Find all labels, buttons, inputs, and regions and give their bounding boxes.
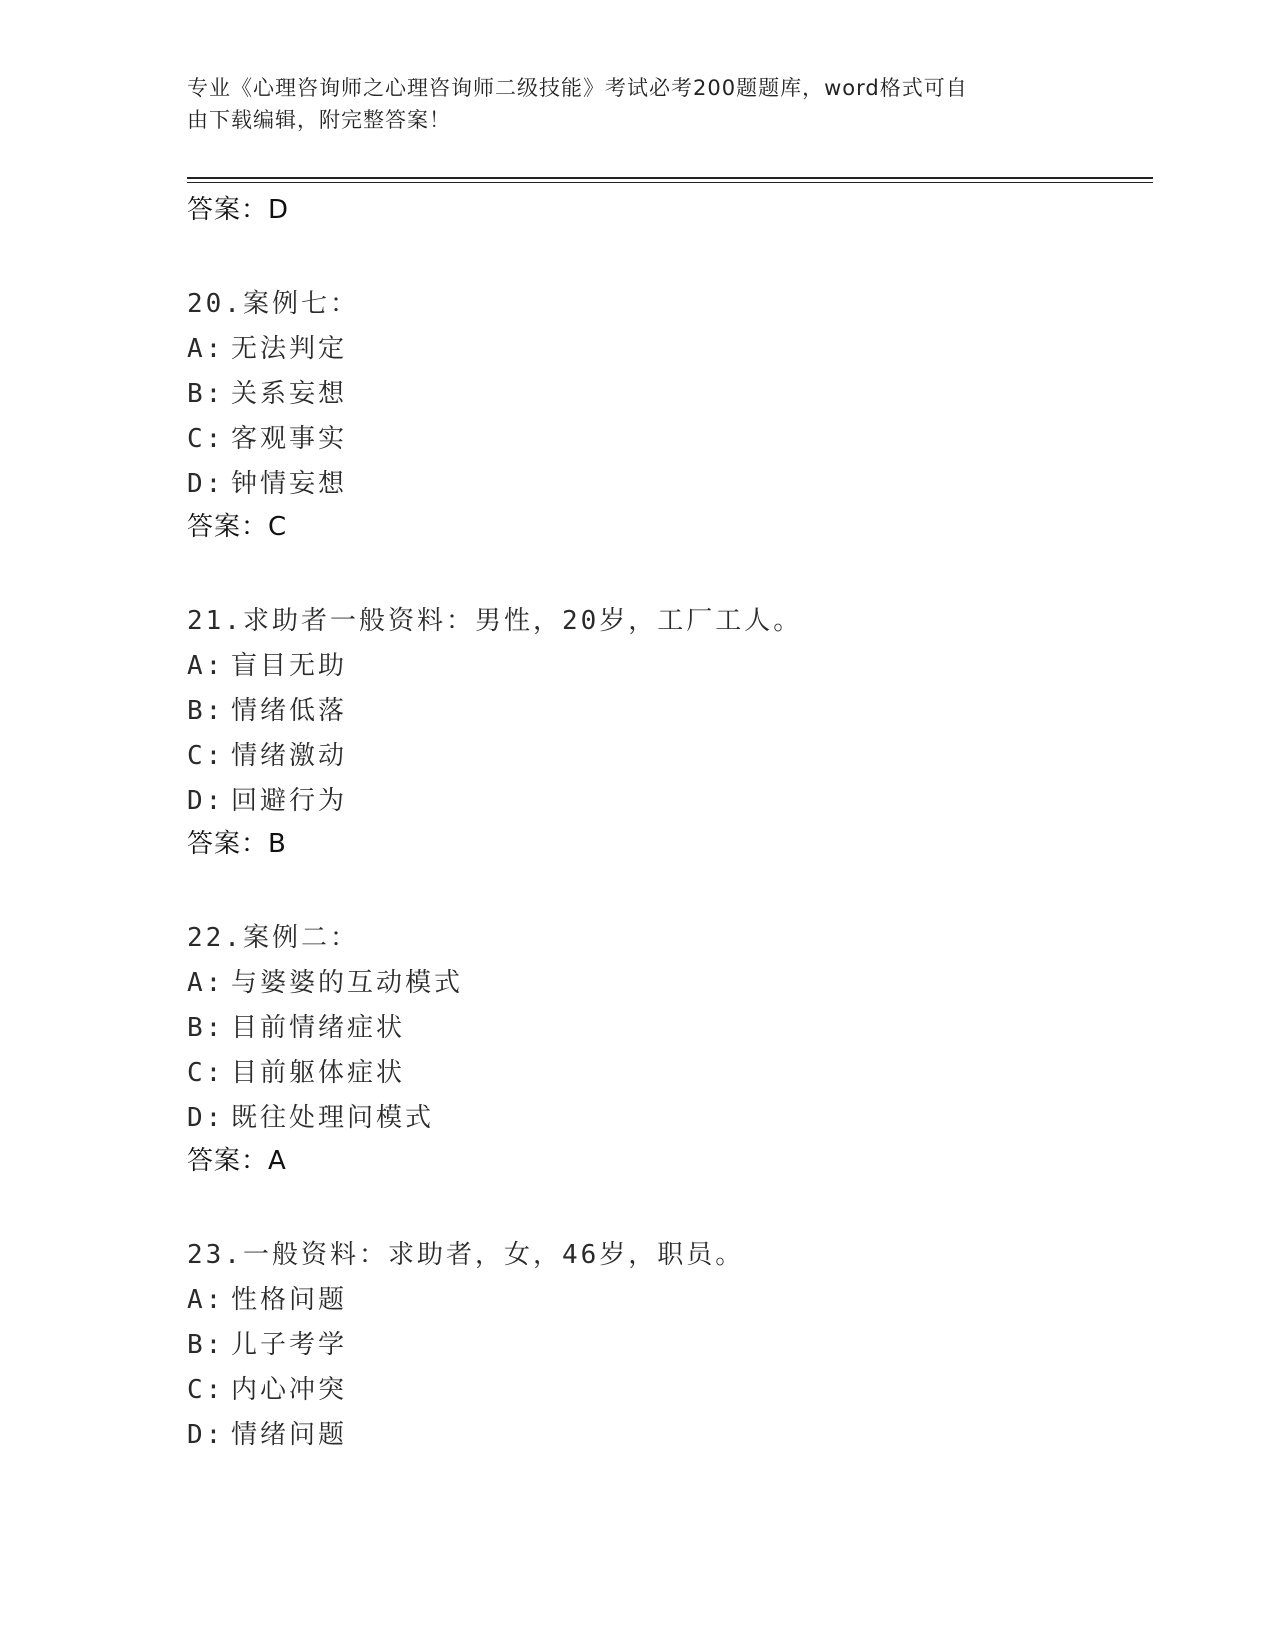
- option-a: [187, 961, 1147, 1006]
- question-block: [187, 916, 1147, 1181]
- option-a: [187, 327, 1147, 372]
- question-block: [187, 282, 1147, 547]
- option-text: 情绪问题: [231, 1420, 348, 1450]
- option-text: 情绪激动: [231, 741, 348, 771]
- option-c: [187, 734, 1147, 779]
- option-text: 客观事实: [231, 424, 348, 454]
- option-letter: A:: [187, 334, 225, 364]
- option-letter: C:: [187, 1058, 225, 1088]
- answer-line: 答案：C: [187, 512, 288, 542]
- option-text: 回避行为: [231, 786, 348, 816]
- option-text: 目前躯体症状: [231, 1058, 406, 1088]
- option-c: [187, 1051, 1147, 1096]
- option-text: 情绪低落: [231, 696, 348, 726]
- option-c: [187, 1368, 1147, 1413]
- option-letter: B:: [187, 1013, 225, 1043]
- option-d: [187, 779, 1147, 824]
- document-header: [187, 72, 1067, 136]
- option-letter: C:: [187, 424, 225, 454]
- option-text: 内心冲突: [231, 1375, 348, 1405]
- question-title: 23.一般资料：求助者，女，46岁，职员。: [187, 1240, 745, 1270]
- header-line-2: 由下载编辑，附完整答案！: [187, 108, 451, 132]
- option-text: 钟情妄想: [231, 469, 348, 499]
- option-d: [187, 1096, 1147, 1141]
- option-letter: D:: [187, 786, 225, 816]
- answer-line: 答案：D: [187, 195, 290, 225]
- option-text: 关系妄想: [231, 379, 348, 409]
- option-text: 无法判定: [231, 334, 348, 364]
- option-b: [187, 689, 1147, 734]
- option-text: 儿子考学: [231, 1330, 348, 1360]
- option-text: 既往处理问模式: [231, 1103, 435, 1133]
- question-title: 20.案例七：: [187, 289, 359, 319]
- question-block: [187, 599, 1147, 864]
- option-letter: A:: [187, 968, 225, 998]
- option-d: [187, 1413, 1147, 1458]
- option-letter: D:: [187, 1103, 225, 1133]
- header-divider-thick: [187, 177, 1153, 179]
- option-text: 目前情绪症状: [231, 1013, 406, 1043]
- option-c: [187, 417, 1147, 462]
- option-a: [187, 1278, 1147, 1323]
- question-list: [187, 190, 1147, 1458]
- option-letter: B:: [187, 379, 225, 409]
- option-letter: C:: [187, 1375, 225, 1405]
- option-text: 盲目无助: [231, 651, 348, 681]
- option-b: [187, 372, 1147, 417]
- answer-line: 答案：A: [187, 1146, 287, 1176]
- option-letter: A:: [187, 1285, 225, 1315]
- option-b: [187, 1323, 1147, 1368]
- option-d: [187, 462, 1147, 507]
- option-letter: B:: [187, 696, 225, 726]
- question-title: 22.案例二：: [187, 923, 359, 953]
- option-text: 与婆婆的互动模式: [231, 968, 464, 998]
- header-line-1: 专业《心理咨询师之心理咨询师二级技能》考试必考200题题库，word格式可自: [187, 76, 968, 100]
- header-divider-thin: [187, 182, 1153, 183]
- option-text: 性格问题: [231, 1285, 348, 1315]
- question-block: [187, 1233, 1147, 1458]
- option-letter: D:: [187, 1420, 225, 1450]
- option-b: [187, 1006, 1147, 1051]
- option-letter: B:: [187, 1330, 225, 1360]
- question-title: 21.求助者一般资料：男性，20岁，工厂工人。: [187, 606, 803, 636]
- option-letter: C:: [187, 741, 225, 771]
- answer-line: 答案：B: [187, 829, 287, 859]
- option-a: [187, 644, 1147, 689]
- option-letter: A:: [187, 651, 225, 681]
- option-letter: D:: [187, 469, 225, 499]
